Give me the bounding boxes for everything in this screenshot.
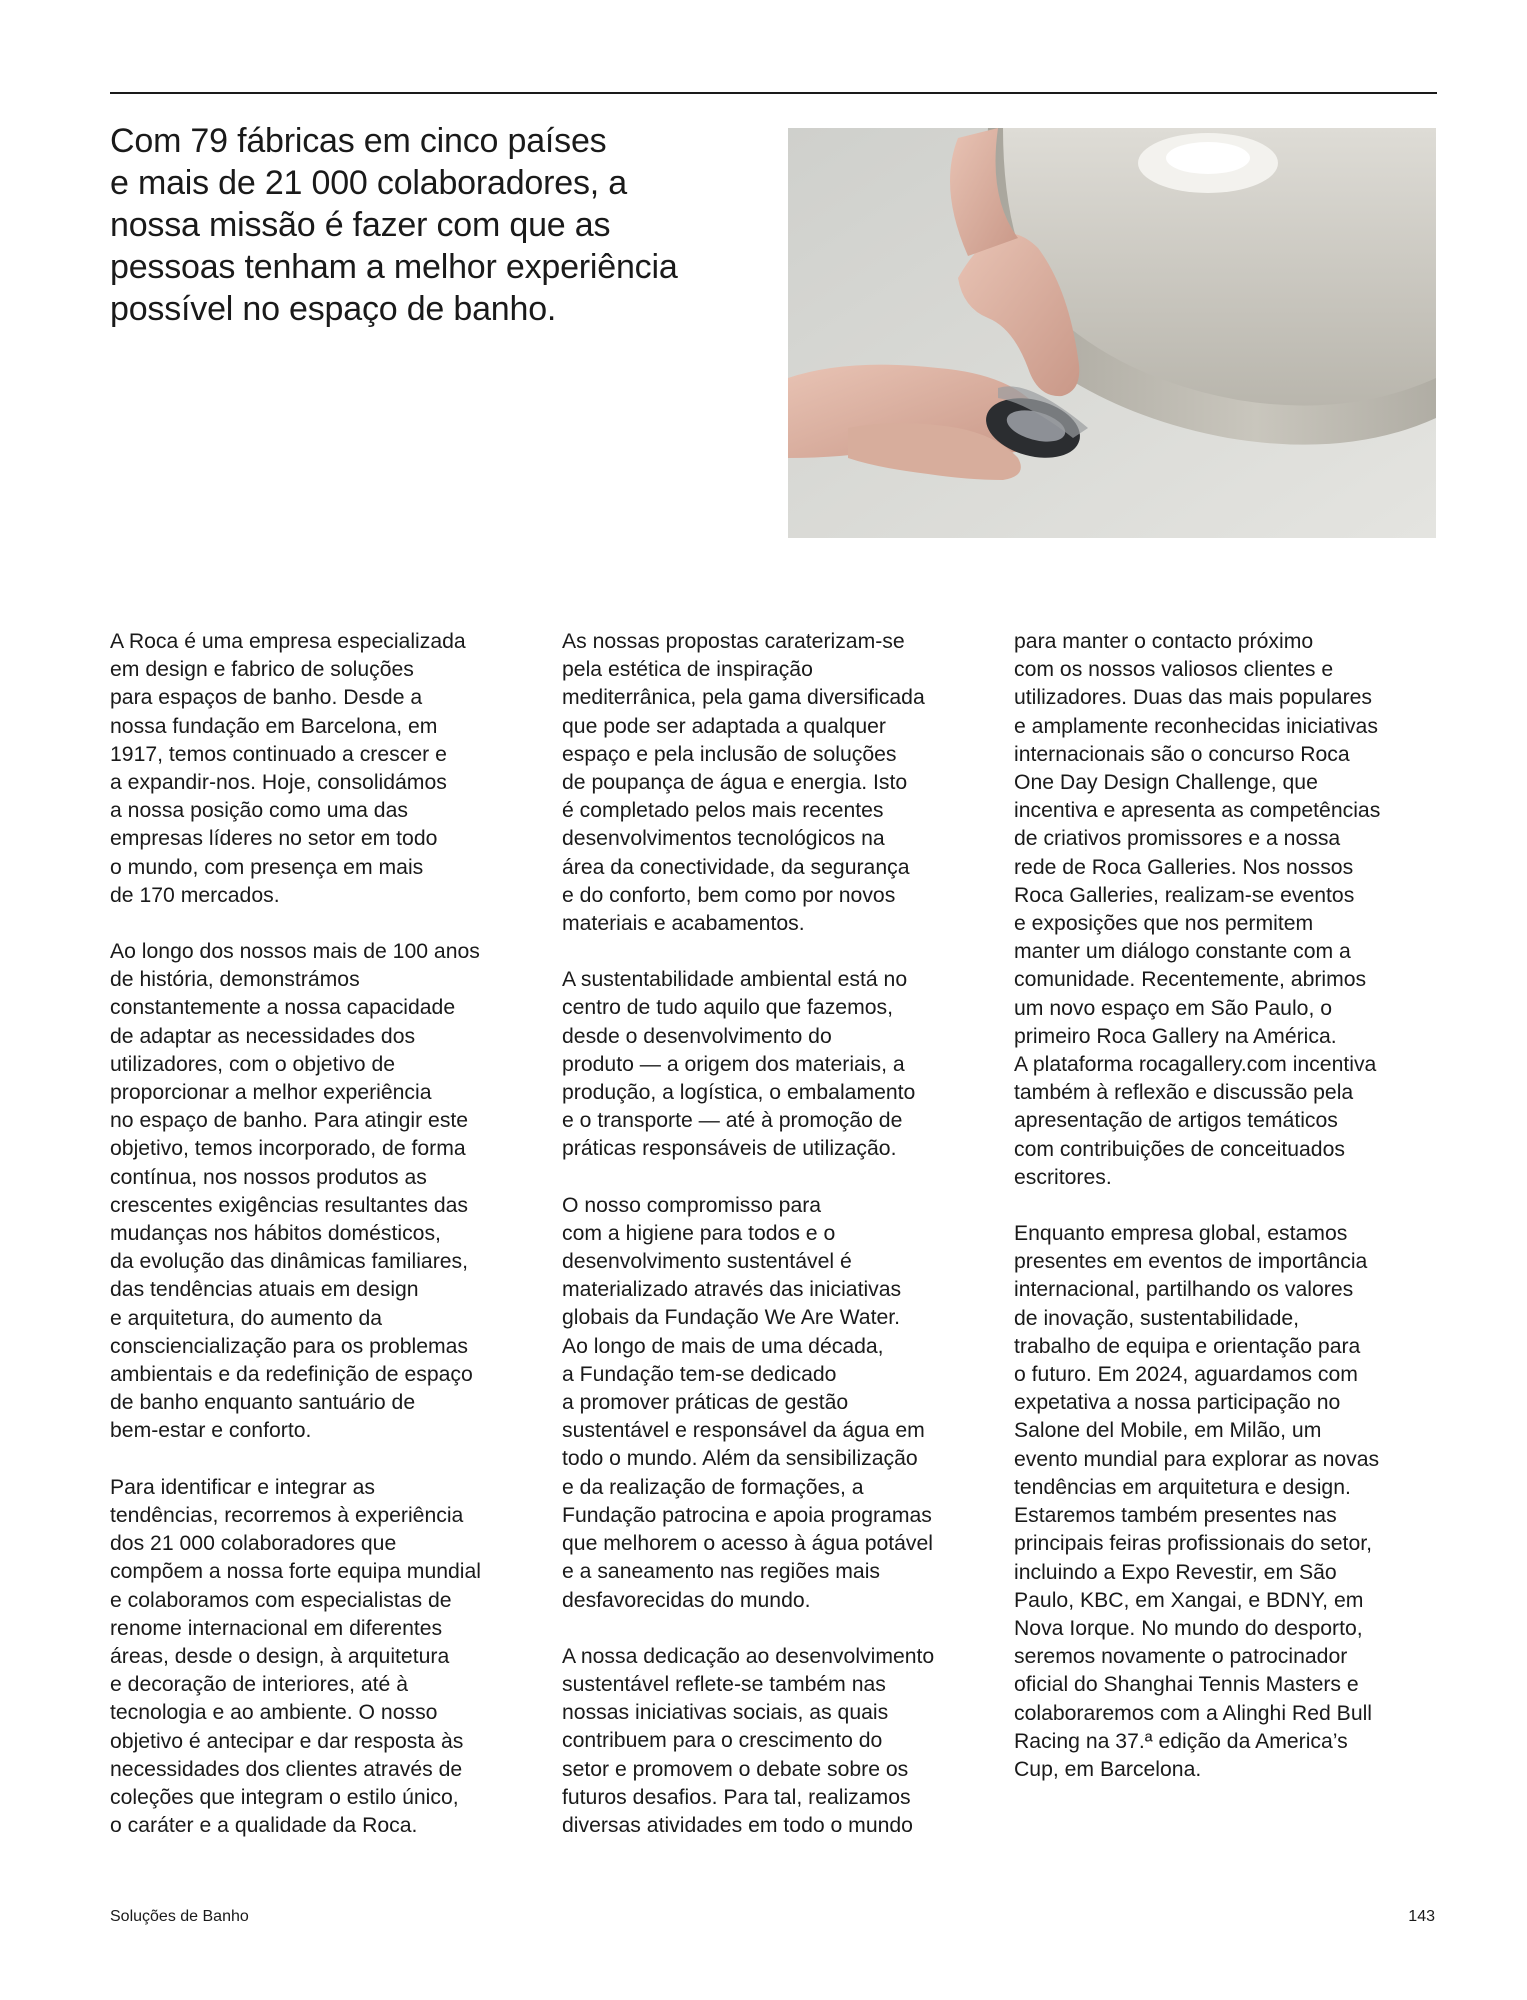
- body-paragraph: [110, 628, 540, 910]
- paragraph-line: manter um diálogo constante com a: [1014, 940, 1351, 964]
- paragraph-line: principais feiras profissionais do setor,: [1014, 1532, 1373, 1556]
- paragraph-line: A sustentabilidade ambiental está no: [562, 968, 908, 992]
- paragraph-line: oficial do Shanghai Tennis Masters e: [1014, 1673, 1359, 1697]
- paragraph-line: incentiva e apresenta as competências: [1014, 799, 1381, 823]
- paragraph-line: área da conectividade, da segurança: [562, 855, 910, 879]
- paragraph-line: objetivo, temos incorporado, de forma: [110, 1137, 466, 1161]
- paragraph-line: Racing na 37.ª edição da America’s: [1014, 1729, 1348, 1753]
- paragraph-line: Roca Galleries, realizam-se eventos: [1014, 883, 1355, 907]
- paragraph-line: para manter o contacto próximo: [1014, 630, 1314, 653]
- paragraph-line: pela estética de inspiração: [562, 658, 813, 682]
- body-paragraph: [1014, 628, 1444, 1192]
- paragraph-line: e a saneamento nas regiões mais: [562, 1560, 880, 1584]
- paragraph-line: produção, a logística, o embalamento: [562, 1081, 916, 1105]
- paragraph-line: coleções que integram o estilo único,: [110, 1785, 459, 1809]
- paragraph-line: O nosso compromisso para: [562, 1193, 822, 1217]
- paragraph-line: produto — a origem dos materiais, a: [562, 1052, 905, 1076]
- paragraph-line: de inovação, sustentabilidade,: [1014, 1306, 1300, 1330]
- paragraph-line: proporcionar a melhor experiência: [110, 1081, 432, 1105]
- paragraph-line: comunidade. Recentemente, abrimos: [1014, 968, 1367, 992]
- paragraph-line: de banho enquanto santuário de: [110, 1391, 416, 1415]
- paragraph-line: sustentável e responsável da água em: [562, 1419, 925, 1443]
- headline-line: pessoas tenham a melhor experiência: [110, 248, 678, 286]
- paragraph-line: a promover práticas de gestão: [562, 1391, 849, 1415]
- top-divider-rule: [110, 92, 1437, 94]
- paragraph-line: incluindo a Expo Revestir, em São: [1014, 1560, 1337, 1584]
- paragraph-line: dos 21 000 colaboradores que: [110, 1532, 397, 1556]
- paragraph-line: desde o desenvolvimento do: [562, 1024, 832, 1048]
- text-column-3: [1014, 628, 1444, 1812]
- paragraph-line: práticas responsáveis de utilização.: [562, 1137, 897, 1161]
- paragraph-line: mudanças nos hábitos domésticos,: [110, 1222, 441, 1246]
- paragraph-line: internacionais são o concurso Roca: [1014, 742, 1350, 766]
- paragraph-line: Cup, em Barcelona.: [1014, 1757, 1202, 1781]
- paragraph-line: A nossa dedicação ao desenvolvimento: [562, 1644, 935, 1668]
- paragraph-line: e exposições que nos permitem: [1014, 912, 1314, 936]
- paragraph-line: a nossa posição como uma das: [110, 799, 408, 823]
- paragraph-line: de 170 mercados.: [110, 883, 280, 907]
- paragraph-line: no espaço de banho. Para atingir este: [110, 1109, 469, 1133]
- paragraph-line: internacional, partilhando os valores: [1014, 1278, 1354, 1302]
- paragraph-line: espaço e pela inclusão de soluções: [562, 742, 897, 766]
- paragraph-line: necessidades dos clientes através de: [110, 1757, 463, 1781]
- page-number: 143: [1408, 1908, 1435, 1925]
- body-paragraph: [110, 1474, 540, 1841]
- paragraph-line: com contribuições de conceituados: [1014, 1137, 1345, 1161]
- paragraph-line: nossas iniciativas sociais, as quais: [562, 1701, 889, 1725]
- paragraph-line: ambientais e da redefinição de espaço: [110, 1363, 473, 1387]
- paragraph-line: e o transporte — até à promoção de: [562, 1109, 903, 1133]
- paragraph-line: sustentável reflete-se também nas: [562, 1672, 886, 1696]
- paragraph-line: também à reflexão e discussão pela: [1014, 1081, 1354, 1105]
- paragraph-line: de história, demonstrámos: [110, 968, 360, 992]
- text-column-2: [562, 628, 992, 1868]
- paragraph-line: Ao longo de mais de uma década,: [562, 1334, 884, 1358]
- hero-photo: [788, 128, 1436, 538]
- paragraph-line: diversas atividades em todo o mundo: [562, 1813, 913, 1837]
- paragraph-line: renome internacional em diferentes: [110, 1616, 443, 1640]
- paragraph-line: A plataforma rocagallery.com incentiva: [1014, 1053, 1377, 1077]
- paragraph-line: Enquanto empresa global, estamos: [1014, 1222, 1348, 1246]
- paragraph-line: com a higiene para todos e o: [562, 1221, 836, 1245]
- paragraph-line: a expandir-nos. Hoje, consolidámos: [110, 771, 447, 795]
- paragraph-line: globais da Fundação We Are Water.: [562, 1306, 901, 1330]
- paragraph-line: de poupança de água e energia. Isto: [562, 771, 908, 795]
- paragraph-line: Nova Iorque. No mundo do desporto,: [1014, 1616, 1363, 1640]
- paragraph-line: trabalho de equipa e orientação para: [1014, 1334, 1361, 1358]
- paragraph-line: das tendências atuais em design: [110, 1278, 419, 1302]
- paragraph-line: consciencialização para os problemas: [110, 1334, 469, 1358]
- paragraph-line: o futuro. Em 2024, aguardamos com: [1014, 1363, 1358, 1387]
- paragraph-line: é completado pelos mais recentes: [562, 799, 884, 823]
- paragraph-line: e colaboramos com especialistas de: [110, 1588, 452, 1612]
- paragraph-line: futuros desafios. Para tal, realizamos: [562, 1785, 911, 1809]
- paragraph-line: que melhorem o acesso à água potável: [562, 1532, 934, 1556]
- paragraph-line: contínua, nos nossos produtos as: [110, 1165, 427, 1189]
- paragraph-line: crescentes exigências resultantes das: [110, 1193, 469, 1217]
- paragraph-line: presentes em eventos de importância: [1014, 1250, 1368, 1274]
- paragraph-line: e arquitetura, do aumento da: [110, 1306, 383, 1330]
- paragraph-line: Salone del Mobile, em Milão, um: [1014, 1419, 1322, 1443]
- paragraph-line: materializado através das iniciativas: [562, 1278, 902, 1302]
- body-paragraph: [110, 938, 540, 1446]
- body-paragraph: [562, 1192, 992, 1615]
- paragraph-line: apresentação de artigos temáticos: [1014, 1109, 1338, 1133]
- paragraph-line: escritores.: [1014, 1165, 1112, 1189]
- paragraph-line: As nossas propostas caraterizam-se: [562, 630, 905, 653]
- paragraph-line: desenvolvimento sustentável é: [562, 1250, 852, 1274]
- paragraph-line: a Fundação tem-se dedicado: [562, 1362, 837, 1386]
- body-paragraph: [562, 966, 992, 1163]
- paragraph-line: e decoração de interiores, até à: [110, 1673, 408, 1697]
- headline-line: Com 79 fábricas em cinco países: [110, 122, 607, 160]
- paragraph-line: tecnologia e ao ambiente. O nosso: [110, 1701, 438, 1725]
- paragraph-line: seremos novamente o patrocinador: [1014, 1645, 1348, 1669]
- body-columns: [110, 628, 1437, 1858]
- paragraph-line: 1917, temos continuado a crescer e: [110, 742, 447, 766]
- text-column-1: [110, 628, 540, 1868]
- paragraph-line: e da realização de formações, a: [562, 1475, 864, 1499]
- paragraph-line: bem-estar e conforto.: [110, 1419, 312, 1443]
- paragraph-line: Para identificar e integrar as: [110, 1475, 375, 1499]
- paragraph-line: desenvolvimentos tecnológicos na: [562, 827, 885, 851]
- paragraph-line: mediterrânica, pela gama diversificada: [562, 686, 925, 710]
- paragraph-line: e do conforto, bem como por novos: [562, 883, 896, 907]
- paragraph-line: primeiro Roca Gallery na América.: [1014, 1024, 1337, 1048]
- paragraph-line: One Day Design Challenge, que: [1014, 771, 1318, 795]
- paragraph-line: de criativos promissores e a nossa: [1014, 827, 1341, 851]
- body-paragraph: [562, 628, 992, 938]
- paragraph-line: áreas, desde o design, à arquitetura: [110, 1644, 450, 1668]
- paragraph-line: desfavorecidas do mundo.: [562, 1588, 811, 1612]
- paragraph-line: Estaremos também presentes nas: [1014, 1504, 1337, 1528]
- paragraph-line: evento mundial para explorar as novas: [1014, 1447, 1380, 1471]
- paragraph-line: rede de Roca Galleries. Nos nossos: [1014, 855, 1354, 879]
- paragraph-line: o caráter e a qualidade da Roca.: [110, 1814, 418, 1838]
- headline: [110, 120, 760, 330]
- paragraph-line: colaboraremos com a Alinghi Red Bull: [1014, 1701, 1373, 1725]
- paragraph-line: compõem a nossa forte equipa mundial: [110, 1560, 481, 1584]
- paragraph-line: utilizadores, com o objetivo de: [110, 1052, 396, 1076]
- paragraph-line: A Roca é uma empresa especializada: [110, 630, 466, 653]
- paragraph-line: todo o mundo. Além da sensibilização: [562, 1447, 918, 1471]
- paragraph-line: o mundo, com presença em mais: [110, 855, 424, 879]
- paragraph-line: e amplamente reconhecidas iniciativas: [1014, 714, 1378, 738]
- paragraph-line: tendências, recorremos à experiência: [110, 1503, 464, 1527]
- paragraph-line: com os nossos valiosos clientes e: [1014, 658, 1334, 682]
- paragraph-line: materiais e acabamentos.: [562, 912, 805, 936]
- paragraph-line: setor e promovem o debate sobre os: [562, 1757, 909, 1781]
- paragraph-line: utilizadores. Duas das mais populares: [1014, 686, 1373, 710]
- body-paragraph: [1014, 1220, 1444, 1784]
- paragraph-line: Paulo, KBC, em Xangai, e BDNY, em: [1014, 1588, 1364, 1612]
- paragraph-line: constantemente a nossa capacidade: [110, 996, 456, 1020]
- hands-shaping-ceramic-washbasin-photo: [788, 128, 1436, 538]
- paragraph-line: Ao longo dos nossos mais de 100 anos: [110, 940, 480, 964]
- paragraph-line: contribuem para o crescimento do: [562, 1729, 883, 1753]
- paragraph-line: um novo espaço em São Paulo, o: [1014, 996, 1333, 1020]
- paragraph-line: tendências em arquitetura e design.: [1014, 1475, 1351, 1499]
- paragraph-line: nossa fundação em Barcelona, em: [110, 714, 438, 738]
- headline-line: nossa missão é fazer com que as: [110, 206, 611, 244]
- paragraph-line: que pode ser adaptada a qualquer: [562, 714, 886, 738]
- paragraph-line: empresas líderes no setor em todo: [110, 827, 438, 851]
- paragraph-line: em design e fabrico de soluções: [110, 658, 414, 682]
- paragraph-line: Fundação patrocina e apoia programas: [562, 1503, 932, 1527]
- paragraph-line: da evolução das dinâmicas familiares,: [110, 1250, 469, 1274]
- paragraph-line: de adaptar as necessidades dos: [110, 1024, 416, 1048]
- paragraph-line: centro de tudo aquilo que fazemos,: [562, 996, 893, 1020]
- headline-line: possível no espaço de banho.: [110, 290, 557, 328]
- paragraph-line: objetivo é antecipar e dar resposta às: [110, 1729, 464, 1753]
- body-paragraph: [562, 1643, 992, 1840]
- footer-section-label: Soluções de Banho: [110, 1908, 249, 1925]
- paragraph-line: expetativa a nossa participação no: [1014, 1391, 1341, 1415]
- paragraph-line: para espaços de banho. Desde a: [110, 686, 423, 710]
- headline-line: e mais de 21 000 colaboradores, a: [110, 164, 627, 202]
